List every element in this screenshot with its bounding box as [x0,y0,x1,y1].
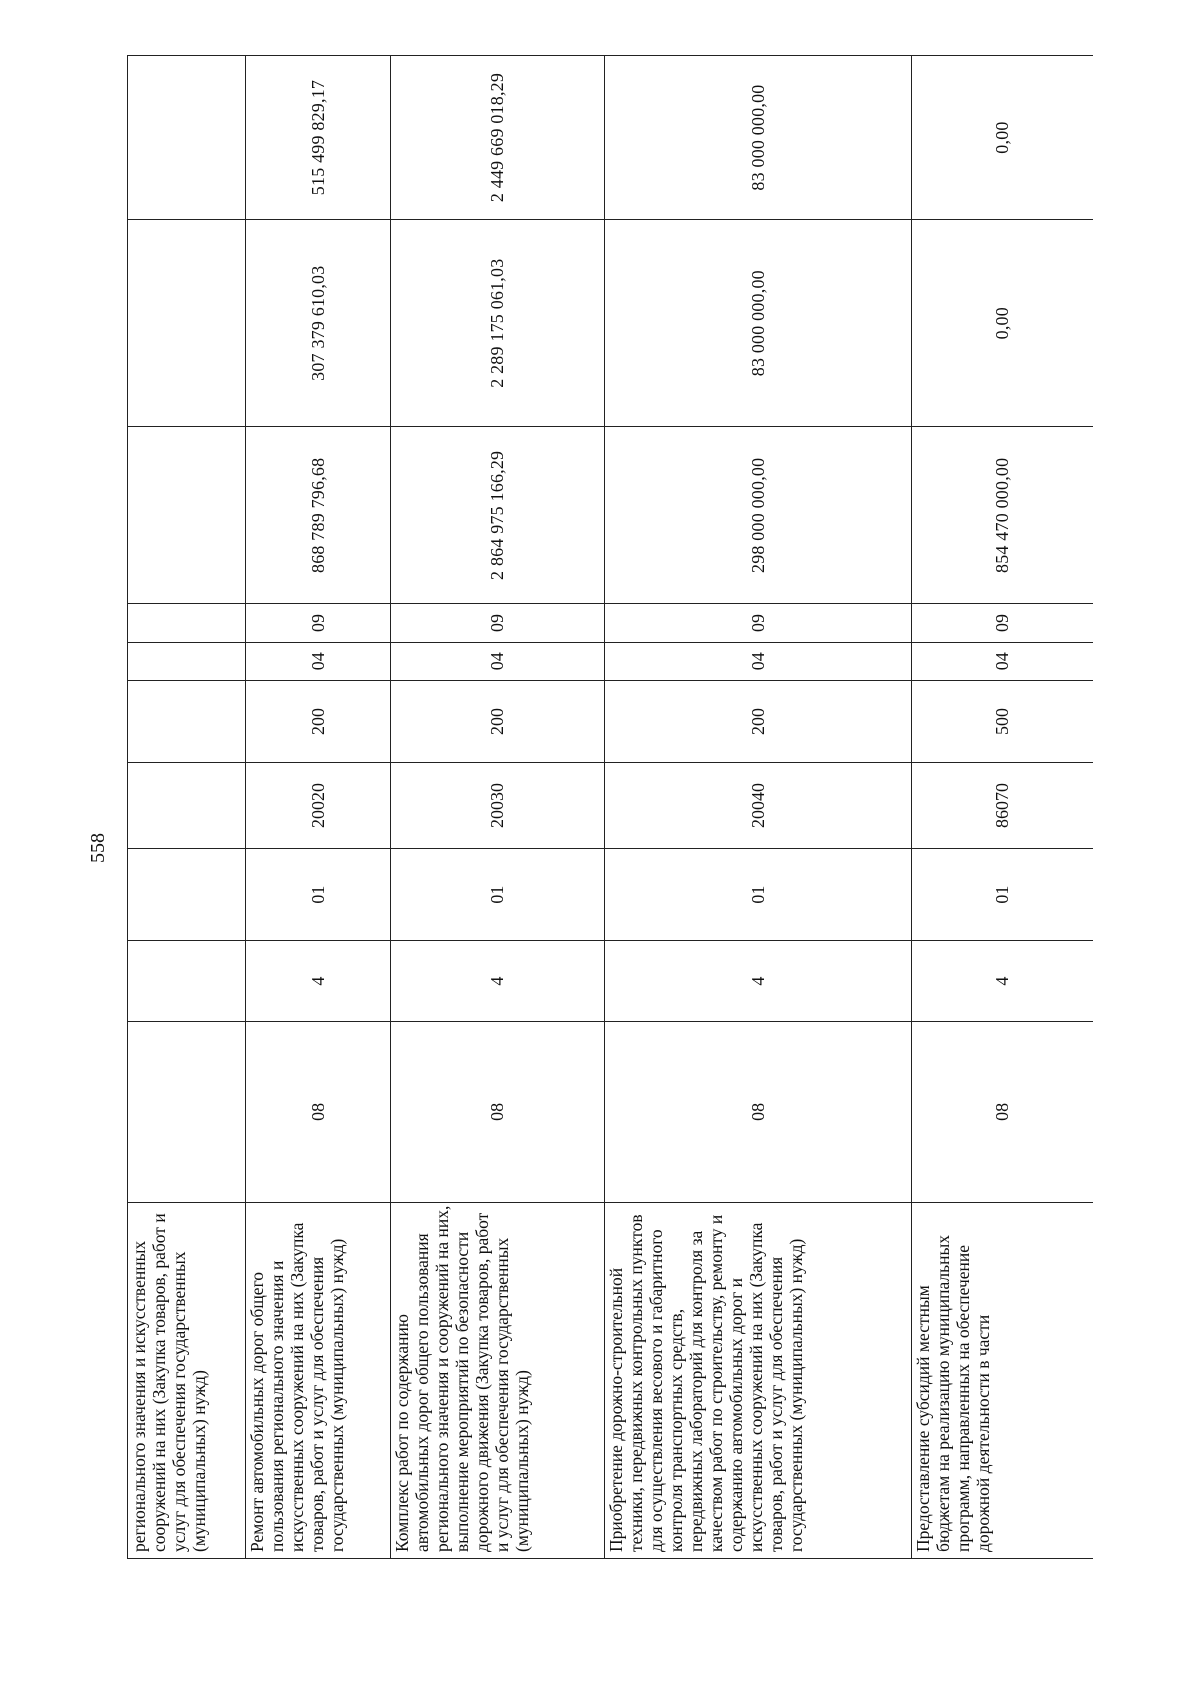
cell-amount3 [128,56,246,220]
rotated-table-container [127,55,1093,1559]
cell-c4: 86070 [912,763,1094,849]
row-name-cell: Приобретение дорожно-строительной техники, передвижных контрольных пунктов для осуществления весового и габаритного контроля транспортных средств, передвижных лабораторий для контроля за качеством работ по строительству, ремонту и содержанию автомобильных дорог и искусственных сооружений на них (Закупка товаров, работ и услуг для обеспечения государственных (муниципальных) нужд) [605,1202,912,1558]
cell-amount2: 2 289 175 061,03 [391,220,605,427]
table-row [128,56,246,1559]
cell-c4 [128,763,246,849]
cell-c7: 09 [605,604,912,642]
cell-c6: 04 [246,642,391,680]
cell-c7: 09 [246,604,391,642]
table-row [912,56,1094,1559]
page-number: 558 [86,833,109,863]
cell-c3: 01 [391,848,605,941]
cell-amount2: 83 000 000,00 [605,220,912,427]
cell-c5: 200 [605,680,912,762]
row-name-cell: Ремонт автомобильных дорог общего пользования регионального значения и искусственных сооружений на них (Закупка товаров, работ и услуг для обеспечения государственных (муниципальных) нужд) [246,1202,391,1558]
cell-c6: 04 [605,642,912,680]
cell-amount1: 868 789 796,68 [246,427,391,604]
cell-c1: 08 [391,1021,605,1202]
cell-c2: 4 [391,941,605,1021]
table-row [605,56,912,1559]
cell-c3: 01 [605,848,912,941]
cell-c1: 08 [605,1021,912,1202]
cell-amount3: 0,00 [912,56,1094,220]
cell-c6: 04 [912,642,1094,680]
cell-amount1 [128,427,246,604]
table-row [391,56,605,1559]
cell-c6 [128,642,246,680]
cell-c3 [128,848,246,941]
cell-amount2 [128,220,246,427]
cell-c5: 200 [391,680,605,762]
cell-amount1: 854 470 000,00 [912,427,1094,604]
cell-amount2: 0,00 [912,220,1094,427]
cell-c5: 200 [246,680,391,762]
cell-c3: 01 [246,848,391,941]
cell-c4: 20030 [391,763,605,849]
cell-c2 [128,941,246,1021]
cell-amount1: 2 864 975 166,29 [391,427,605,604]
budget-table [127,55,1093,1559]
cell-c4: 20020 [246,763,391,849]
cell-c5: 500 [912,680,1094,762]
cell-c7 [128,604,246,642]
cell-c7: 09 [391,604,605,642]
cell-c7: 09 [912,604,1094,642]
row-name-cell: регионального значения и искусственных сооружений на них (Закупка товаров, работ и услуг для обеспечения государственных (муниципальных) нужд) [128,1202,246,1558]
cell-c1: 08 [912,1021,1094,1202]
cell-amount2: 307 379 610,03 [246,220,391,427]
budget-table-frame [127,55,1093,1559]
cell-amount3: 515 499 829,17 [246,56,391,220]
cell-amount1: 298 000 000,00 [605,427,912,604]
table-row [246,56,391,1559]
cell-c4: 20040 [605,763,912,849]
cell-c2: 4 [246,941,391,1021]
cell-c2: 4 [912,941,1094,1021]
row-name-cell: Комплекс работ по содержанию автомобильных дорог общего пользования регионального значения и сооружений на них, выполнение мероприятий по безопасности дорожного движения (Закупка товаров, работ и услуг для обеспечения государственных (муниципальных) нужд) [391,1202,605,1558]
cell-c1: 08 [246,1021,391,1202]
cell-c6: 04 [391,642,605,680]
cell-c3: 01 [912,848,1094,941]
cell-amount3: 83 000 000,00 [605,56,912,220]
row-name-cell: Предоставление субсидий местным бюджетам на реализацию муниципальных программ, направленных на обеспечение дорожной деятельности в части [912,1202,1094,1558]
cell-c2: 4 [605,941,912,1021]
cell-amount3: 2 449 669 018,29 [391,56,605,220]
cell-c5 [128,680,246,762]
cell-c1 [128,1021,246,1202]
